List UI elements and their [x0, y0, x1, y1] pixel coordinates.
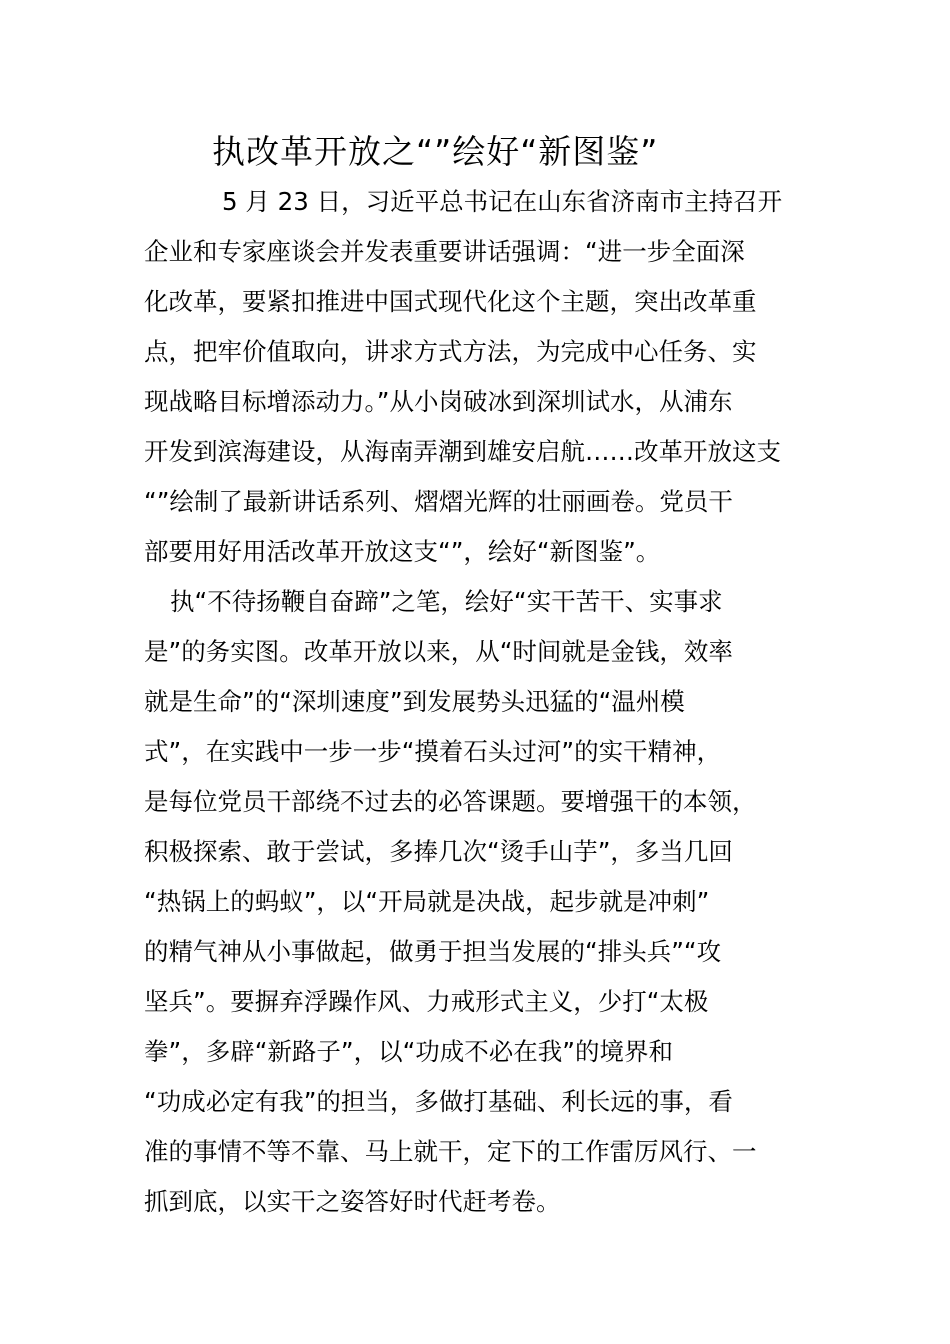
paragraph-line: 就是生命”的“深圳速度”到发展势头迅猛的“温州模	[144, 687, 685, 716]
paragraph-line: 准的事情不等不靠、马上就干，定下的工作雷厉风行、一	[144, 1137, 757, 1166]
paragraph-line: “热锅上的蚂蚁”，以“开局就是决战，起步就是冲刺”	[144, 887, 710, 916]
paragraph-line: 的精气神从小事做起，做勇于担当发展的“排头兵”“攻	[144, 937, 722, 966]
paragraph-line: 式”，在实践中一步一步“摸着石头过河”的实干精神，	[144, 737, 722, 766]
paragraph-line: 抓到底，以实干之姿答好时代赶考卷。	[144, 1187, 561, 1216]
paragraph-line: 现战略目标增添动力。”从小岗破冰到深圳试水，从浦东	[144, 387, 733, 416]
paragraph-line: 是”的务实图。改革开放以来，从“时间就是金钱，效率	[144, 637, 733, 666]
paragraph-1	[144, 177, 806, 577]
paragraph-line: 化改革，要紧扣推进中国式现代化这个主题，突出改革重	[144, 287, 757, 316]
paragraph-line: 拳”，多辟“新路子”，以“功成不必在我”的境界和	[144, 1037, 673, 1066]
paragraph-line: 5 月 23 日，习近平总书记在山东省济南市主持召开	[222, 187, 783, 216]
paragraph-line: 部要用好用活改革开放这支“”，绘好“新图鉴”。	[144, 537, 661, 566]
paragraph-line: “功成必定有我”的担当，多做打基础、利长远的事，看	[144, 1087, 733, 1116]
paragraph-line: 执“不待扬鞭自奋蹄”之笔，绘好“实干苦干、实事求	[170, 587, 723, 616]
paragraph-line: 点，把牢价值取向，讲求方式方法，为完成中心任务、实	[144, 337, 757, 366]
document-title: 执改革开放之“”绘好“新图鉴”	[212, 132, 659, 171]
paragraph-2	[144, 577, 806, 1227]
paragraph-line: 是每位党员干部绕不过去的必答课题。要增强干的本领，	[144, 787, 757, 816]
paragraph-line: 积极探索、敢于尝试，多捧几次“烫手山芋”，多当几回	[144, 837, 733, 866]
paragraph-line: 坚兵”。要摒弃浮躁作风、力戒形式主义，少打“太极	[144, 987, 709, 1016]
document-body	[144, 177, 806, 1227]
paragraph-line: 开发到滨海建设，从海南弄潮到雄安启航……改革开放这支	[144, 437, 781, 466]
paragraph-line: 企业和专家座谈会并发表重要讲话强调：“进一步全面深	[144, 237, 745, 266]
paragraph-line: “”绘制了最新讲话系列、熠熠光辉的壮丽画卷。党员干	[144, 487, 733, 516]
